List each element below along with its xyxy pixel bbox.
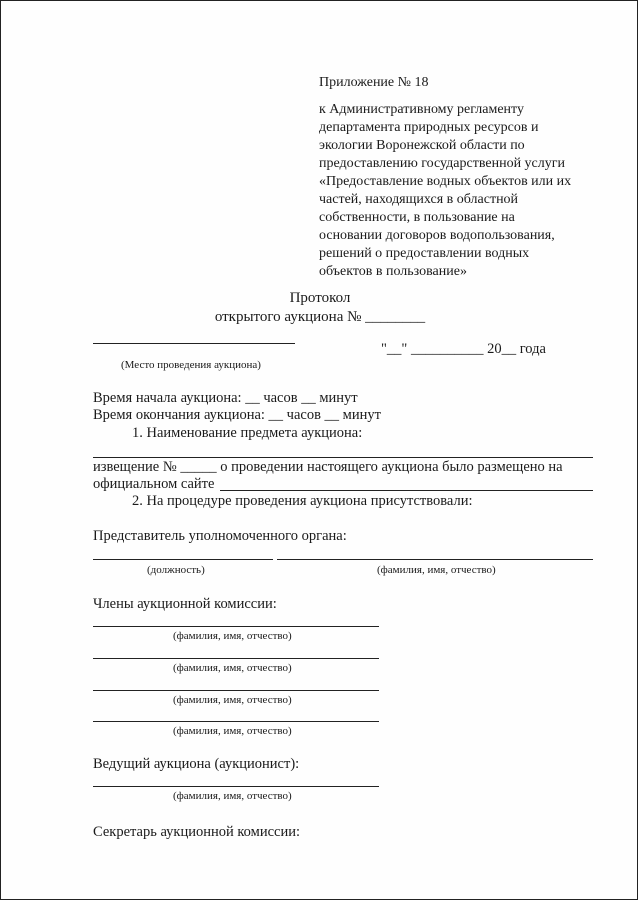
commission-member-caption: (фамилия, имя, отчество) xyxy=(173,662,292,674)
place-caption: (Место проведения аукциона) xyxy=(121,359,261,371)
commission-member-line xyxy=(93,626,379,627)
auctioneer-label: Ведущий аукциона (аукционист): xyxy=(93,756,300,772)
annex-line: решений о предоставлении водных xyxy=(319,246,530,261)
commission-member-line xyxy=(93,690,379,691)
annex-line: к Административному регламенту xyxy=(319,102,524,117)
annex-title: Приложение № 18 xyxy=(319,75,429,90)
annex-line: частей, находящихся в областной xyxy=(319,192,519,207)
commission-label: Члены аукционной комиссии: xyxy=(93,596,277,612)
annex-line: департамента природных ресурсов и xyxy=(319,120,539,135)
auctioneer-caption: (фамилия, имя, отчество) xyxy=(173,790,292,802)
commission-member-line xyxy=(93,721,379,722)
subject-line xyxy=(93,457,593,458)
place-line xyxy=(93,343,295,344)
representative-label: Представитель уполномоченного органа: xyxy=(93,528,347,544)
annex-line: «Предоставление водных объектов или их xyxy=(319,174,572,189)
section2-heading: 2. На процедуре проведения аукциона присутствовали: xyxy=(132,493,473,509)
annex-line: экологии Воронежской области по xyxy=(319,138,525,153)
representative-name-line xyxy=(277,559,593,560)
annex-line: основании договоров водопользования, xyxy=(319,228,555,243)
protocol-title: Протокол xyxy=(289,290,351,306)
notice-line: извещение № _____ о проведении настоящего аукциона было размещено на xyxy=(93,459,563,475)
annex-reference xyxy=(319,101,571,281)
auction-start-time: Время начала аукциона: __ часов __ минут xyxy=(93,390,358,406)
site-line xyxy=(220,490,593,491)
representative-position-line xyxy=(93,559,273,560)
commission-member-caption: (фамилия, имя, отчество) xyxy=(173,725,292,737)
commission-member-caption: (фамилия, имя, отчество) xyxy=(173,694,292,706)
commission-member-caption: (фамилия, имя, отчество) xyxy=(173,630,292,642)
auctioneer-line xyxy=(93,786,379,787)
commission-member-line xyxy=(93,658,379,659)
representative-name-caption: (фамилия, имя, отчество) xyxy=(377,564,496,576)
secretary-label: Секретарь аукционной комиссии: xyxy=(93,824,301,840)
annex-line: объектов в пользование» xyxy=(319,264,467,279)
protocol-date: "__" __________ 20__ года xyxy=(381,341,546,357)
annex-line: предоставлению государственной услуги xyxy=(319,156,565,171)
site-label: официальном сайте xyxy=(93,476,215,492)
protocol-subtitle: открытого аукциона № ________ xyxy=(214,309,426,325)
annex-line: собственности, в пользование на xyxy=(319,210,515,225)
auction-end-time: Время окончания аукциона: __ часов __ минут xyxy=(93,407,381,423)
representative-position-caption: (должность) xyxy=(147,564,205,576)
section1-heading: 1. Наименование предмета аукциона: xyxy=(132,425,363,441)
